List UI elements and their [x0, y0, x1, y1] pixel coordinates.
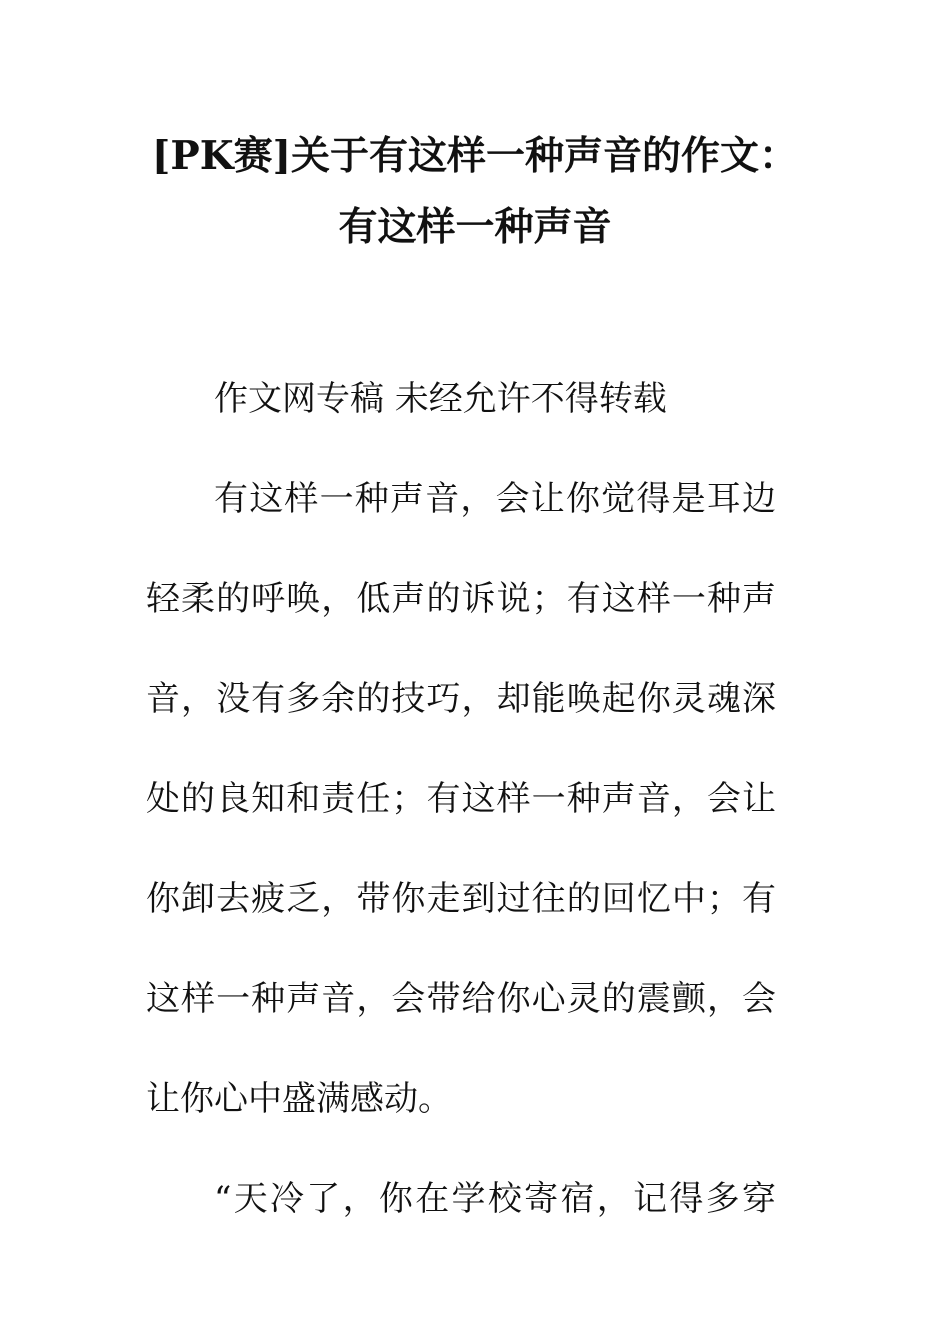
paragraph-1-line-2: 轻柔的呼唤，低声的诉说；有这样一种声 — [146, 579, 776, 619]
paragraph-1-line-3: 音，没有多余的技巧，却能唤起你灵魂深 — [146, 679, 776, 719]
paragraph-1-line-7: 让你心中盛满感动。 — [146, 1079, 452, 1119]
paragraph-2-line-1: “天冷了，你在学校寄宿，记得多穿 — [214, 1179, 776, 1219]
document-title-line-1: [PK赛]关于有这样一种声音的作文： — [151, 133, 799, 179]
copyright-notice: 作文网专稿 未经允许不得转载 — [214, 379, 667, 419]
paragraph-1-line-5: 你卸去疲乏，带你走到过往的回忆中；有 — [146, 879, 776, 919]
paragraph-1-line-1: 有这样一种声音，会让你觉得是耳边 — [214, 479, 776, 519]
document-title-line-2: 有这样一种声音 — [338, 204, 612, 250]
paragraph-1-line-6: 这样一种声音，会带给你心灵的震颤，会 — [146, 979, 776, 1019]
paragraph-1-line-4: 处的良知和责任；有这样一种声音，会让 — [146, 779, 776, 819]
